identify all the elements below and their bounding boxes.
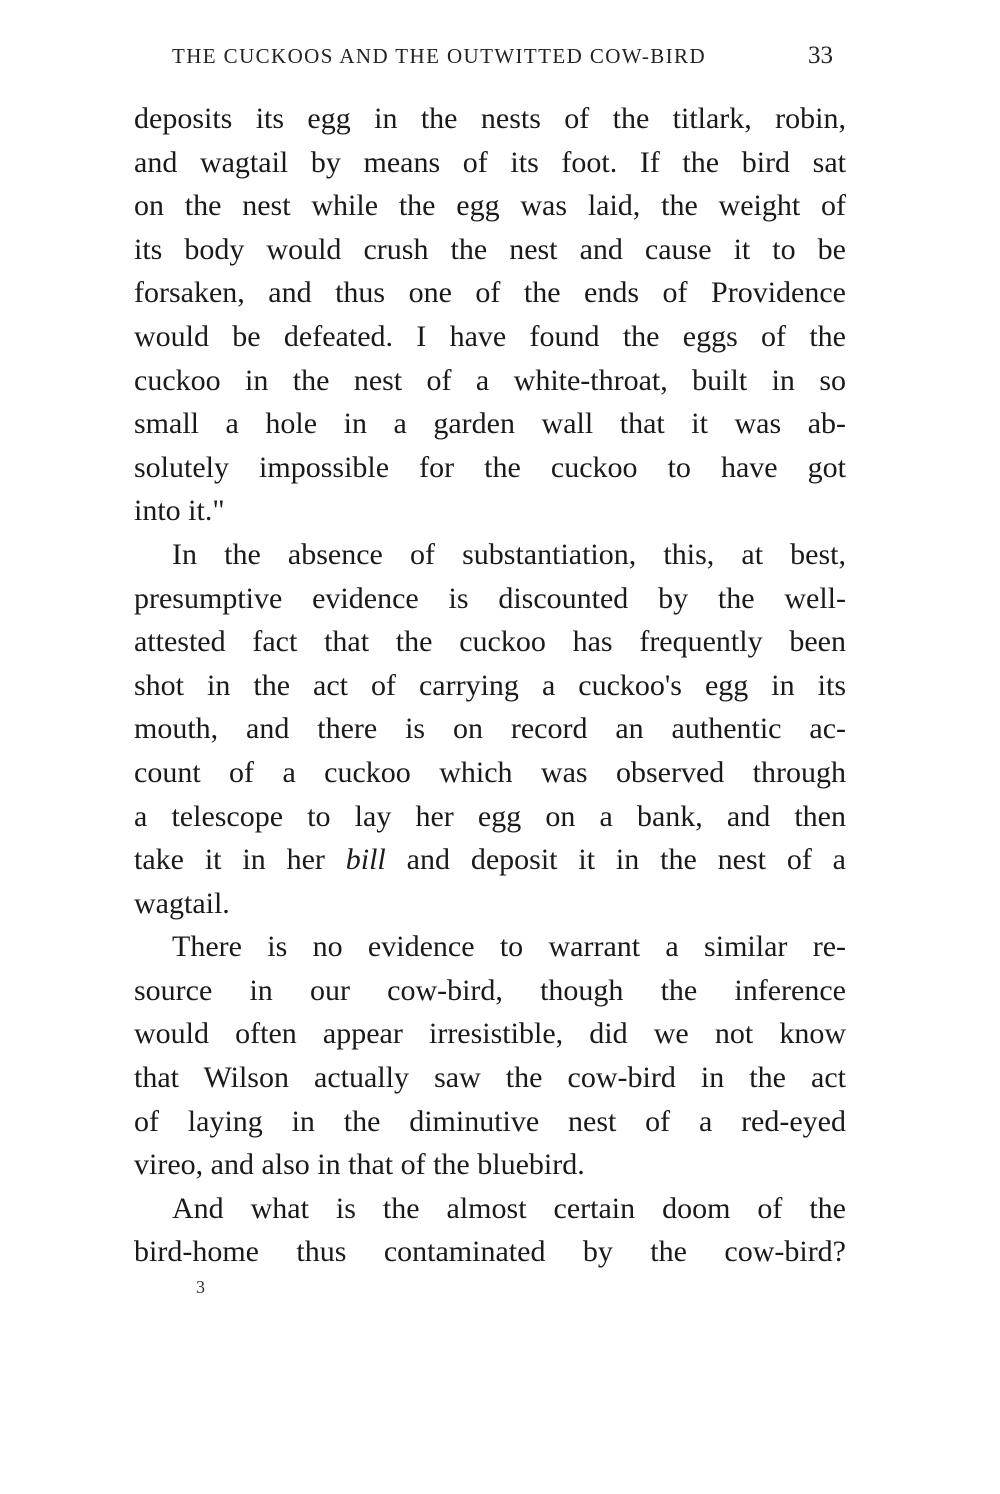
text-segment: and deposit it in the nest of a (385, 843, 847, 877)
text-line: a telescope to lay her egg on a bank, and then (134, 799, 846, 833)
text-line: wagtail. (134, 886, 230, 920)
text-line: deposits its egg in the nests of the titlark, robin, (134, 102, 846, 135)
text-line: vireo, and also in that of the bluebird. (134, 1148, 585, 1182)
text-line: bird-home thus contaminated by the cow-bird? (134, 1235, 846, 1269)
italic-word: bill (345, 843, 386, 877)
text-segment: take it in her (134, 843, 346, 877)
paragraph-2 (134, 533, 846, 925)
paragraph-1 (134, 97, 846, 533)
text-line: forsaken, and thus one of the ends of Providence (134, 276, 846, 310)
paragraph-4 (134, 1187, 846, 1274)
text-line: into it." (134, 494, 225, 528)
text-line: and wagtail by means of its foot. If the bird sat (134, 145, 846, 179)
text-line: small a hole in a garden wall that it was ab- (134, 407, 846, 441)
paragraph-3 (134, 925, 846, 1187)
text-line: solutely impossible for the cuckoo to have got (134, 450, 846, 484)
text-line: mouth, and there is on record an authentic ac- (134, 712, 846, 746)
text-line: its body would crush the nest and cause it to be (134, 232, 846, 266)
body-text (134, 97, 846, 1274)
running-head-title: THE CUCKOOS AND THE OUTWITTED COW-BIRD (172, 44, 707, 68)
text-line: source in our cow-bird, though the inference (134, 973, 846, 1007)
page-number: 33 (808, 42, 833, 69)
text-line: In the absence of substantiation, this, at best, (172, 537, 846, 571)
text-line: count of a cuckoo which was observed through (134, 755, 846, 789)
text-line: cuckoo in the nest of a white-throat, built in so (134, 363, 846, 397)
text-line: would often appear irresistible, did we not know (134, 1017, 846, 1051)
text-line: There is no evidence to warrant a similar re- (172, 930, 846, 964)
text-line: that Wilson actually saw the cow-bird in the act (134, 1061, 846, 1095)
text-line: of laying in the diminutive nest of a red-eyed (134, 1104, 846, 1138)
text-line: presumptive evidence is discounted by the well- (134, 581, 846, 615)
text-line: shot in the act of carrying a cuckoo's egg in its (134, 668, 846, 702)
signature-mark: 3 (196, 1277, 205, 1297)
text-line: would be defeated. I have found the eggs of the (134, 319, 846, 353)
text-line-with-italic (134, 838, 846, 882)
text-line: attested fact that the cuckoo has frequently been (134, 625, 846, 659)
text-line: on the nest while the egg was laid, the weight of (134, 189, 846, 223)
text-line: And what is the almost certain doom of the (172, 1191, 846, 1225)
